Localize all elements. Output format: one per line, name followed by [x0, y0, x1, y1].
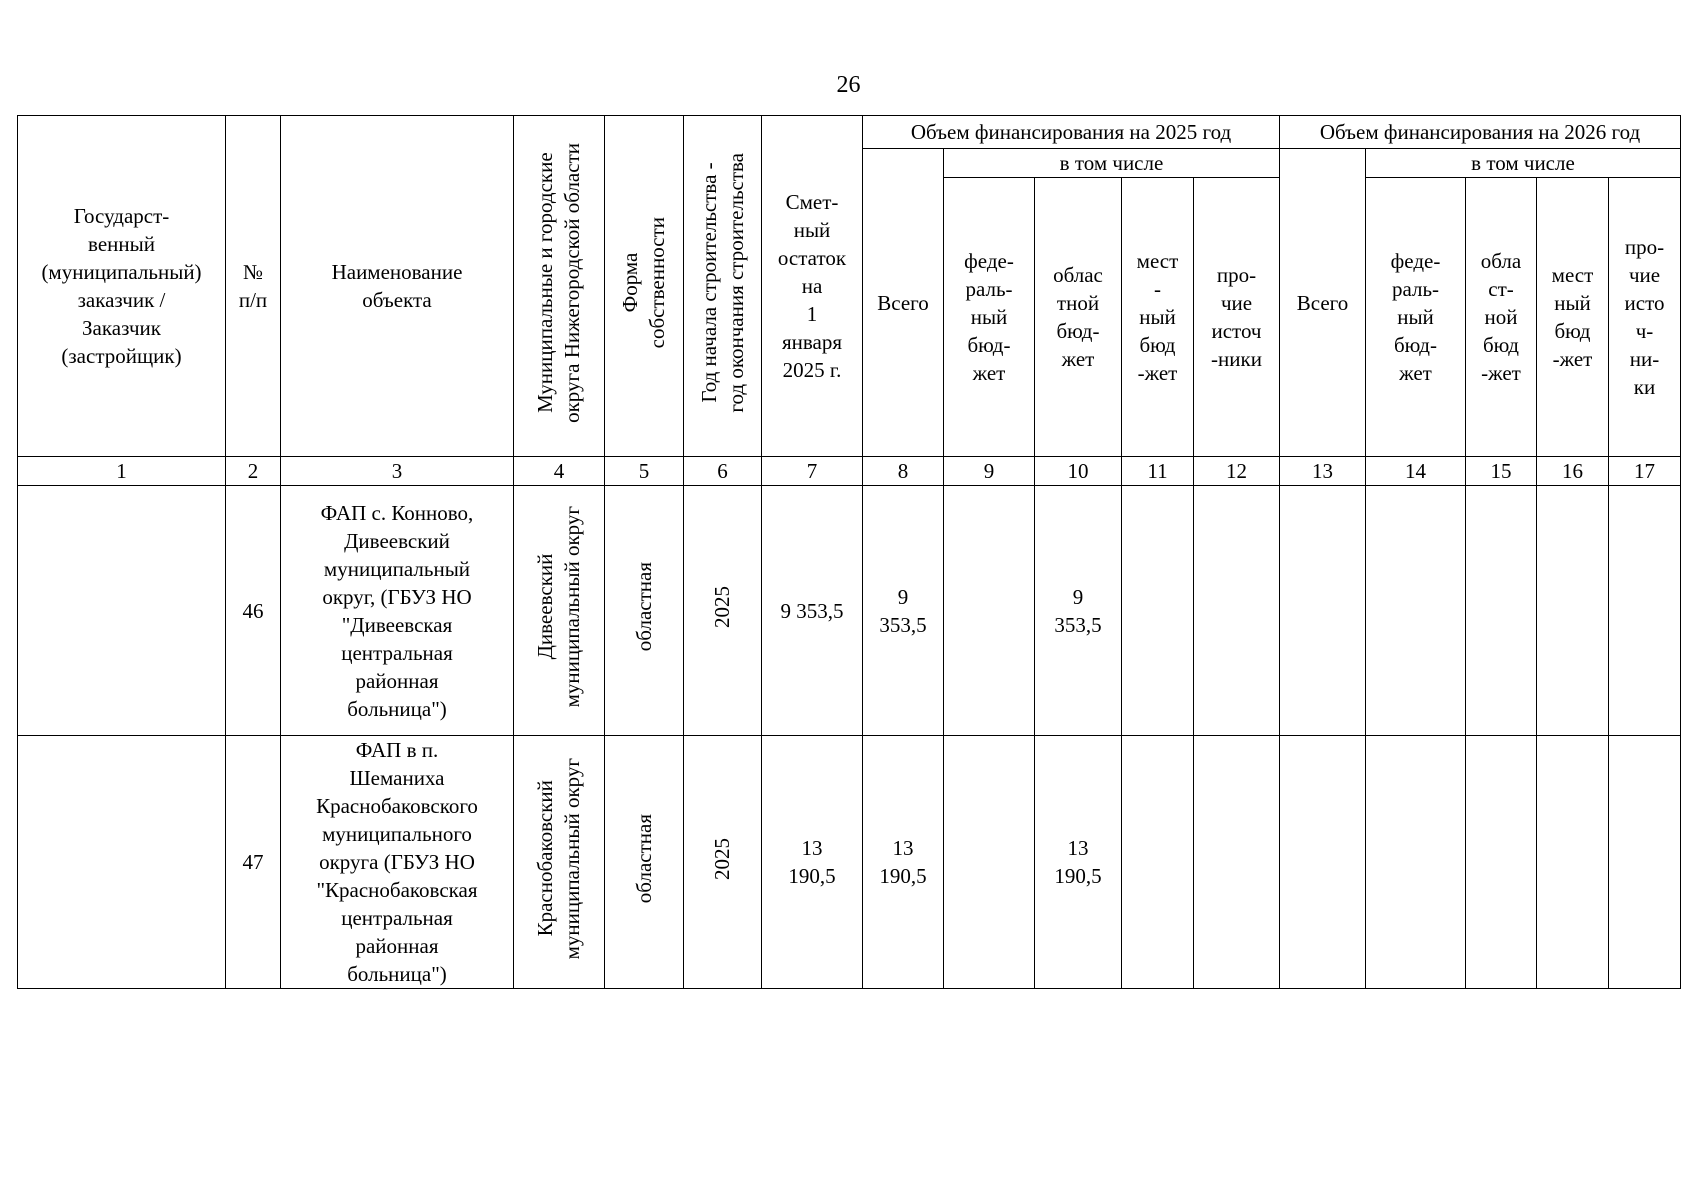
header-ownership: Форма собственности	[605, 116, 684, 457]
local-2026-cell	[1537, 736, 1609, 989]
investment-table	[17, 115, 1681, 989]
regional-2026-cell	[1466, 486, 1537, 736]
municipal-cell: Краснобаковский муниципальный округ	[514, 736, 605, 989]
column-number: 8	[863, 457, 944, 486]
customer-cell	[18, 486, 226, 736]
ownership-cell: областная	[605, 486, 684, 736]
column-number: 14	[1366, 457, 1466, 486]
table-row	[18, 736, 1681, 989]
header-local-2025: мест - ный бюд -жет	[1122, 178, 1194, 457]
total-2025-cell: 9 353,5	[863, 486, 944, 736]
column-number: 10	[1035, 457, 1122, 486]
column-number: 17	[1609, 457, 1681, 486]
column-number: 1	[18, 457, 226, 486]
column-number: 9	[944, 457, 1035, 486]
total-2026-cell	[1280, 486, 1366, 736]
local-2025-cell	[1122, 736, 1194, 989]
header-customer: Государст- венный (муниципальный) заказчик / Заказчик (застройщик)	[18, 116, 226, 457]
federal-2025-cell	[944, 486, 1035, 736]
local-2025-cell	[1122, 486, 1194, 736]
column-number: 6	[684, 457, 762, 486]
column-number: 4	[514, 457, 605, 486]
regional-2025-cell: 9 353,5	[1035, 486, 1122, 736]
regional-2025-cell: 13 190,5	[1035, 736, 1122, 989]
other-2025-cell	[1194, 486, 1280, 736]
header-other-2026: про- чие исто ч- ни- ки	[1609, 178, 1681, 457]
column-number: 16	[1537, 457, 1609, 486]
object-name-cell: ФАП с. Конново, Дивеевский муниципальный округ, (ГБУЗ НО "Дивеевская центральная районная больница")	[281, 486, 514, 736]
header-regional-2025: облас тной бюд- жет	[1035, 178, 1122, 457]
column-number: 12	[1194, 457, 1280, 486]
header-regional-2026: обла ст- ной бюд -жет	[1466, 178, 1537, 457]
local-2026-cell	[1537, 486, 1609, 736]
other-2026-cell	[1609, 486, 1681, 736]
row-number-cell: 46	[226, 486, 281, 736]
federal-2026-cell	[1366, 736, 1466, 989]
header-object-name: Наименование объекта	[281, 116, 514, 457]
column-number: 15	[1466, 457, 1537, 486]
federal-2025-cell	[944, 736, 1035, 989]
page-number: 26	[836, 72, 861, 98]
other-2026-cell	[1609, 736, 1681, 989]
total-2025-cell: 13 190,5	[863, 736, 944, 989]
header-row	[18, 116, 1681, 149]
header-total-2026: Всего	[1280, 149, 1366, 457]
municipal-cell: Дивеевский муниципальный округ	[514, 486, 605, 736]
column-number: 13	[1280, 457, 1366, 486]
ownership-cell: областная	[605, 736, 684, 989]
years-cell: 2025	[684, 736, 762, 989]
column-number: 2	[226, 457, 281, 486]
years-cell: 2025	[684, 486, 762, 736]
header-number: № п/п	[226, 116, 281, 457]
header-estimate: Смет- ный остаток на 1 января 2025 г.	[762, 116, 863, 457]
regional-2026-cell	[1466, 736, 1537, 989]
row-number-cell: 47	[226, 736, 281, 989]
total-2026-cell	[1280, 736, 1366, 989]
header-years: Год начала строительства - год окончания строительства	[684, 116, 762, 457]
header-local-2026: мест ный бюд -жет	[1537, 178, 1609, 457]
federal-2026-cell	[1366, 486, 1466, 736]
header-federal-2026: феде- раль- ный бюд- жет	[1366, 178, 1466, 457]
header-including-2025: в том числе	[944, 149, 1280, 178]
column-number: 5	[605, 457, 684, 486]
header-municipal: Муниципальные и городские округа Нижегородской области	[514, 116, 605, 457]
column-number: 3	[281, 457, 514, 486]
column-number: 7	[762, 457, 863, 486]
header-including-2026: в том числе	[1366, 149, 1681, 178]
estimate-cell: 9 353,5	[762, 486, 863, 736]
table-row	[18, 486, 1681, 736]
estimate-cell: 13 190,5	[762, 736, 863, 989]
header-other-2025: про- чие источ -ники	[1194, 178, 1280, 457]
header-funding-2025: Объем финансирования на 2025 год	[863, 116, 1280, 149]
customer-cell	[18, 736, 226, 989]
other-2025-cell	[1194, 736, 1280, 989]
header-federal-2025: феде- раль- ный бюд- жет	[944, 178, 1035, 457]
column-numbers-row	[18, 457, 1681, 486]
object-name-cell: ФАП в п. Шеманиха Краснобаковского муниципального округа (ГБУЗ НО "Краснобаковская центральная районная больница")	[281, 736, 514, 989]
header-total-2025: Всего	[863, 149, 944, 457]
header-funding-2026: Объем финансирования на 2026 год	[1280, 116, 1681, 149]
column-number: 11	[1122, 457, 1194, 486]
